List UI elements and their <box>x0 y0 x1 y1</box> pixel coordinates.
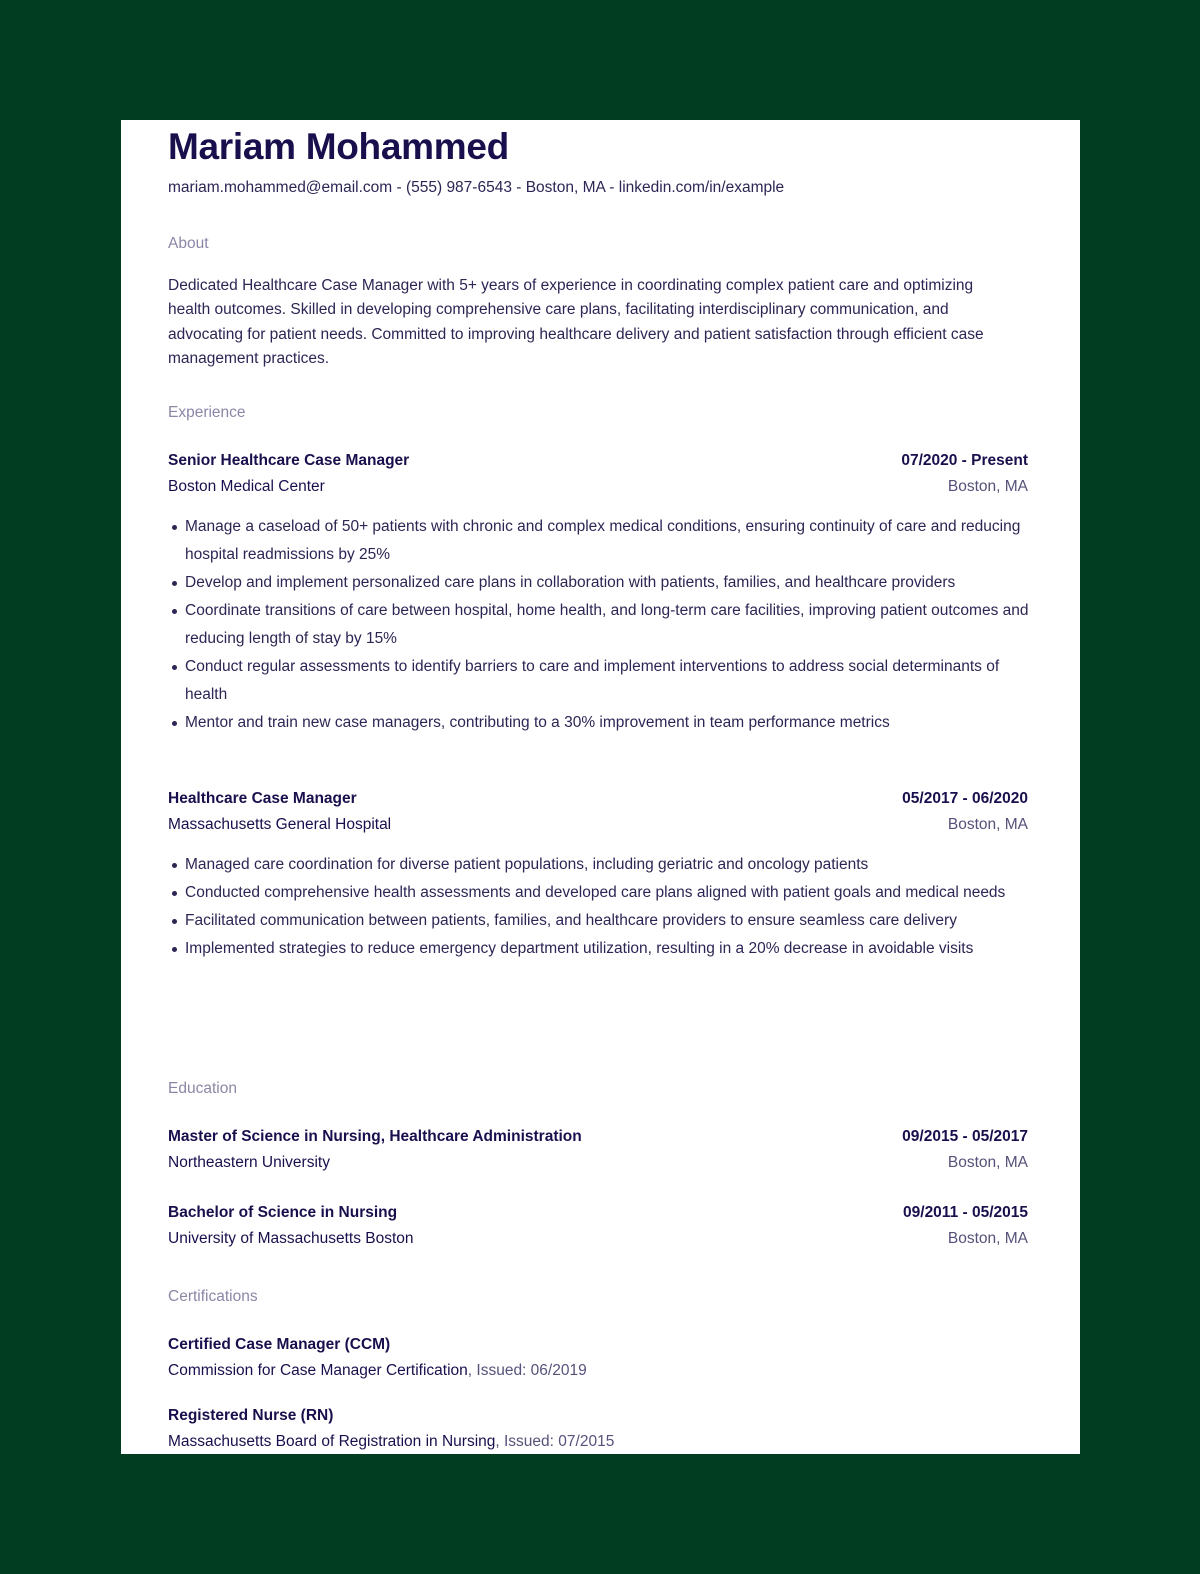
education-2-degree: Bachelor of Science in Nursing <box>168 1204 398 1221</box>
certification-1-name: Certified Case Manager (CCM) <box>168 1336 391 1353</box>
candidate-name: Mariam Mohammed <box>168 126 509 167</box>
certifications-heading: Certifications <box>168 1288 258 1305</box>
list-item: Managed care coordination for diverse patient populations, including geriatric and oncology patients <box>185 851 1045 879</box>
resume-page <box>121 120 1080 1454</box>
list-item: Conducted comprehensive health assessments and developed care plans aligned with patient goals and medical needs <box>185 879 1045 907</box>
list-item: Mentor and train new case managers, contributing to a 30% improvement in team performance metrics <box>185 709 1045 737</box>
education-2-school: University of Massachusetts Boston <box>168 1230 414 1247</box>
certification-2-issued: , Issued: 07/2015 <box>495 1433 615 1450</box>
job-1-dates: 07/2020 - Present <box>901 452 1028 469</box>
education-1-degree: Master of Science in Nursing, Healthcare Administration <box>168 1128 582 1145</box>
job-2-dates: 05/2017 - 06/2020 <box>902 790 1028 807</box>
list-item: Conduct regular assessments to identify barriers to care and implement interventions to address social determinants of health <box>185 653 1045 709</box>
job-1-title: Senior Healthcare Case Manager <box>168 452 410 469</box>
certification-2-detail <box>168 1433 614 1451</box>
about-heading: About <box>168 235 209 252</box>
education-2-dates: 09/2011 - 05/2015 <box>903 1204 1028 1221</box>
job-1-title-row <box>168 452 1028 474</box>
certification-1-issuer: Commission for Case Manager Certification <box>168 1362 468 1379</box>
certification-1-detail <box>168 1362 587 1380</box>
job-2-title-row <box>168 790 1028 812</box>
list-item: Implemented strategies to reduce emergency department utilization, resulting in a 20% decrease in avoidable visits <box>185 935 1045 963</box>
education-2-location: Boston, MA <box>947 1230 1028 1247</box>
list-item: Develop and implement personalized care plans in collaboration with patients, families, and healthcare providers <box>185 569 1045 597</box>
education-1-dates: 09/2015 - 05/2017 <box>902 1128 1028 1145</box>
about-text: Dedicated Healthcare Case Manager with 5+ years of experience in coordinating complex patient care and optimizing health outcomes. Skilled in developing comprehensive care plans, facilitating interdisciplinary communication, and advocating for patient needs. Committed to improving healthcare delivery and patient satisfaction through efficient case management practices. <box>168 277 984 367</box>
job-2-title: Healthcare Case Manager <box>168 790 357 807</box>
job-2-bullets <box>168 851 1045 963</box>
job-2-location: Boston, MA <box>947 816 1028 833</box>
contact-line: mariam.mohammed@email.com - (555) 987-6543 - Boston, MA - linkedin.com/in/example <box>168 179 785 196</box>
certification-2-issuer: Massachusetts Board of Registration in Nursing <box>168 1433 496 1450</box>
list-item: Coordinate transitions of care between hospital, home health, and long-term care facilities, improving patient outcomes and reducing length of stay by 15% <box>185 597 1045 653</box>
list-item: Manage a caseload of 50+ patients with chronic and complex medical conditions, ensuring continuity of care and reducing hospital readmissions by 25% <box>185 513 1045 569</box>
job-1-location: Boston, MA <box>947 478 1028 495</box>
education-1-school-row <box>168 1154 1028 1176</box>
experience-heading: Experience <box>168 404 246 421</box>
education-1-school: Northeastern University <box>168 1154 330 1171</box>
education-2-school-row <box>168 1230 1028 1252</box>
education-heading: Education <box>168 1080 237 1097</box>
job-1-bullets <box>168 513 1045 737</box>
education-1-title-row <box>168 1128 1028 1150</box>
education-1-location: Boston, MA <box>947 1154 1028 1171</box>
job-2-company: Massachusetts General Hospital <box>168 816 392 833</box>
job-1-company: Boston Medical Center <box>168 478 325 495</box>
job-2-company-row <box>168 816 1028 838</box>
job-1-company-row <box>168 478 1028 500</box>
certification-1-issued: , Issued: 06/2019 <box>467 1362 587 1379</box>
education-2-title-row <box>168 1204 1028 1226</box>
list-item: Facilitated communication between patients, families, and healthcare providers to ensure seamless care delivery <box>185 907 1045 935</box>
certification-2-name: Registered Nurse (RN) <box>168 1407 334 1424</box>
